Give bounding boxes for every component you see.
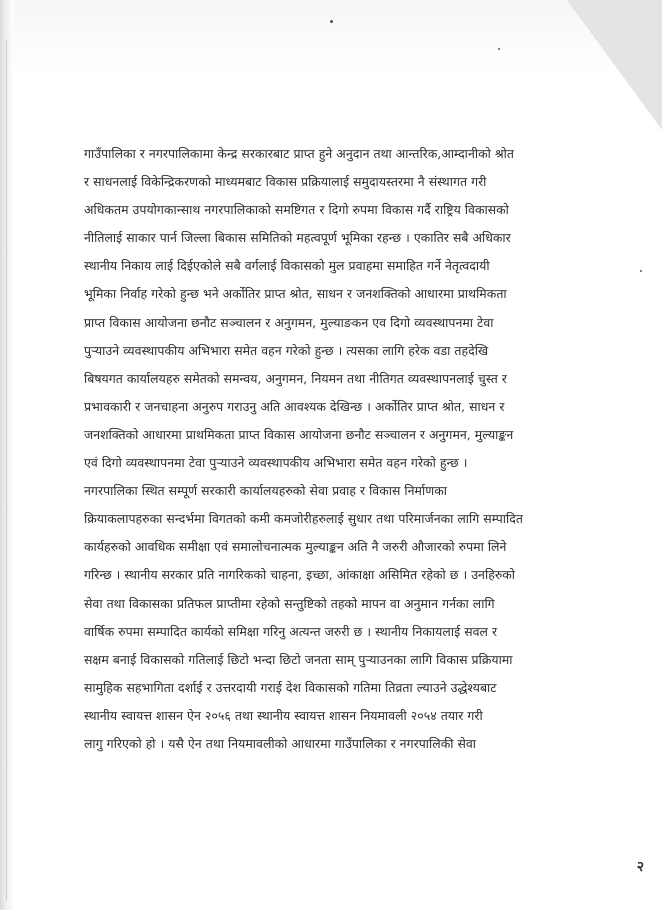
text-line: स्थानीय निकाय लाई दिईएकोले सबै वर्गलाई विकासको मुल प्रवाहमा समाहित गर्ने नेतृत्वदायी: [84, 258, 490, 274]
text-line: गरिन्छ । स्थानीय सरकार प्रति नागरिकको चाहना, इच्छा, आंकाक्षा असिमित रहेको छ । उनहिरुको: [84, 567, 516, 583]
text-line: बिषयगत कार्यालयहरु समेतको समन्वय, अनुगमन, नियमन तथा नीतिगत व्यवस्थापनलाई चुस्त र: [84, 370, 507, 386]
text-line: जनशक्तिको आधारमा प्राथमिकता प्राप्त विकास आयोजना छनौट सञ्चालन र अनुगमन, मुल्याङ्कन: [84, 426, 514, 442]
page-edge-line: [6, 40, 7, 900]
text-line: भूमिका निर्वाह गरेको हुन्छ भने अर्कोतिर प्राप्त श्रोत, साधन र जनशक्तिको आधारमा प्राथमिकता: [84, 286, 507, 302]
document-body: [84, 140, 650, 758]
text-line: प्रभावकारी र जनचाहना अनुरुप गराउनु अति आवश्यक देखिन्छ । अर्कोतिर प्राप्त श्रोत, साधन र: [84, 398, 505, 414]
page-corner-shadow: [567, 0, 662, 130]
text-line: गाउँपालिका र नगरपालिकामा केन्द्र सरकारबाट प्राप्त हुने अनुदान तथा आन्तरिक,आम्दानीको श्रोत: [84, 146, 514, 161]
text-line: सक्षम बनाई विकासको गतिलाई छिटो भन्दा छिटो जनता साम् पुऱ्याउनका लागि विकास प्रक्रियामा: [84, 651, 513, 667]
text-line: प्राप्त विकास आयोजना छनौट सञ्चालन र अनुगमन, मुल्याङकन एव दिगो व्यवस्थापनमा टेवा: [84, 314, 494, 330]
text-line: र साधनलाई विकेन्द्रिकरणको माध्यमबाट विकास प्रक्रियालाई समुदायस्तरमा नै संस्थागत गरी: [84, 174, 487, 190]
text-line: सामुहिक सहभागिता दर्शाई र उत्तरदायी गराई देश विकासको गतिमा तिव्रता ल्याउने उद्धेश्यबाट: [84, 679, 497, 695]
text-line: नीतिलाई साकार पार्न जिल्ला बिकास समितिको महत्वपूर्ण भूमिका रहन्छ । एकातिर सबै अधिकार: [84, 230, 511, 246]
text-line: स्थानीय स्वायत्त शासन ऐन २०५६ तथा स्थानीय स्वायत्त शासन नियमावली २०५४ तयार गरी: [84, 707, 483, 723]
text-line: एवं दिगो व्यवस्थापनमा टेवा पुऱ्याउने व्यवस्थापकीय अभिभारा समेत वहन गरेको हुन्छ ।: [84, 455, 468, 471]
text-line: सेवा तथा विकासका प्रतिफल प्राप्तीमा रहेको सन्तुष्टिको तहको मापन वा अनुमान गर्नका लागि: [84, 595, 495, 611]
scan-speck: [498, 48, 500, 50]
text-line: नगरपालिका स्थित सम्पूर्ण सरकारी कार्यालयहरुको सेवा प्रवाह र विकास निर्माणका: [84, 483, 448, 499]
text-line: क्रियाकलापहरुका सन्दर्भमा विगतको कमी कमजोरीहरुलाई सुधार तथा परिमार्जनका लागि सम्पादित: [84, 511, 523, 527]
page-number: २: [636, 859, 644, 875]
text-line: कार्यहरुको आवधिक समीक्षा एवं समालोचनात्मक मुल्याङ्कन अति नै जरुरी औजारको रुपमा लिने: [84, 539, 507, 555]
text-line: लागु गरिएको हो । यसै ऐन तथा नियमावलीको आधारमा गाउँपालिका र नगरपालिकी सेवा: [84, 735, 477, 751]
page-left-edge: [0, 0, 14, 910]
text-line: वार्षिक रुपमा सम्पादित कार्यको समिक्षा गरिनु अत्यन्त जरुरी छ । स्थानीय निकायलाई सवल र: [84, 623, 498, 639]
text-line: अधिकतम उपयोगकान्साथ नगरपालिकाको समष्टिगत र दिगो रुपमा विकास गर्दै राष्ट्रिय विकासको: [84, 202, 509, 218]
text-line: पुऱ्याउने व्यवस्थापकीय अभिभारा समेत वहन गरेको हुन्छ । त्यसका लागि हरेक वडा तहदेखि: [84, 342, 489, 358]
scan-speck: [330, 20, 333, 23]
